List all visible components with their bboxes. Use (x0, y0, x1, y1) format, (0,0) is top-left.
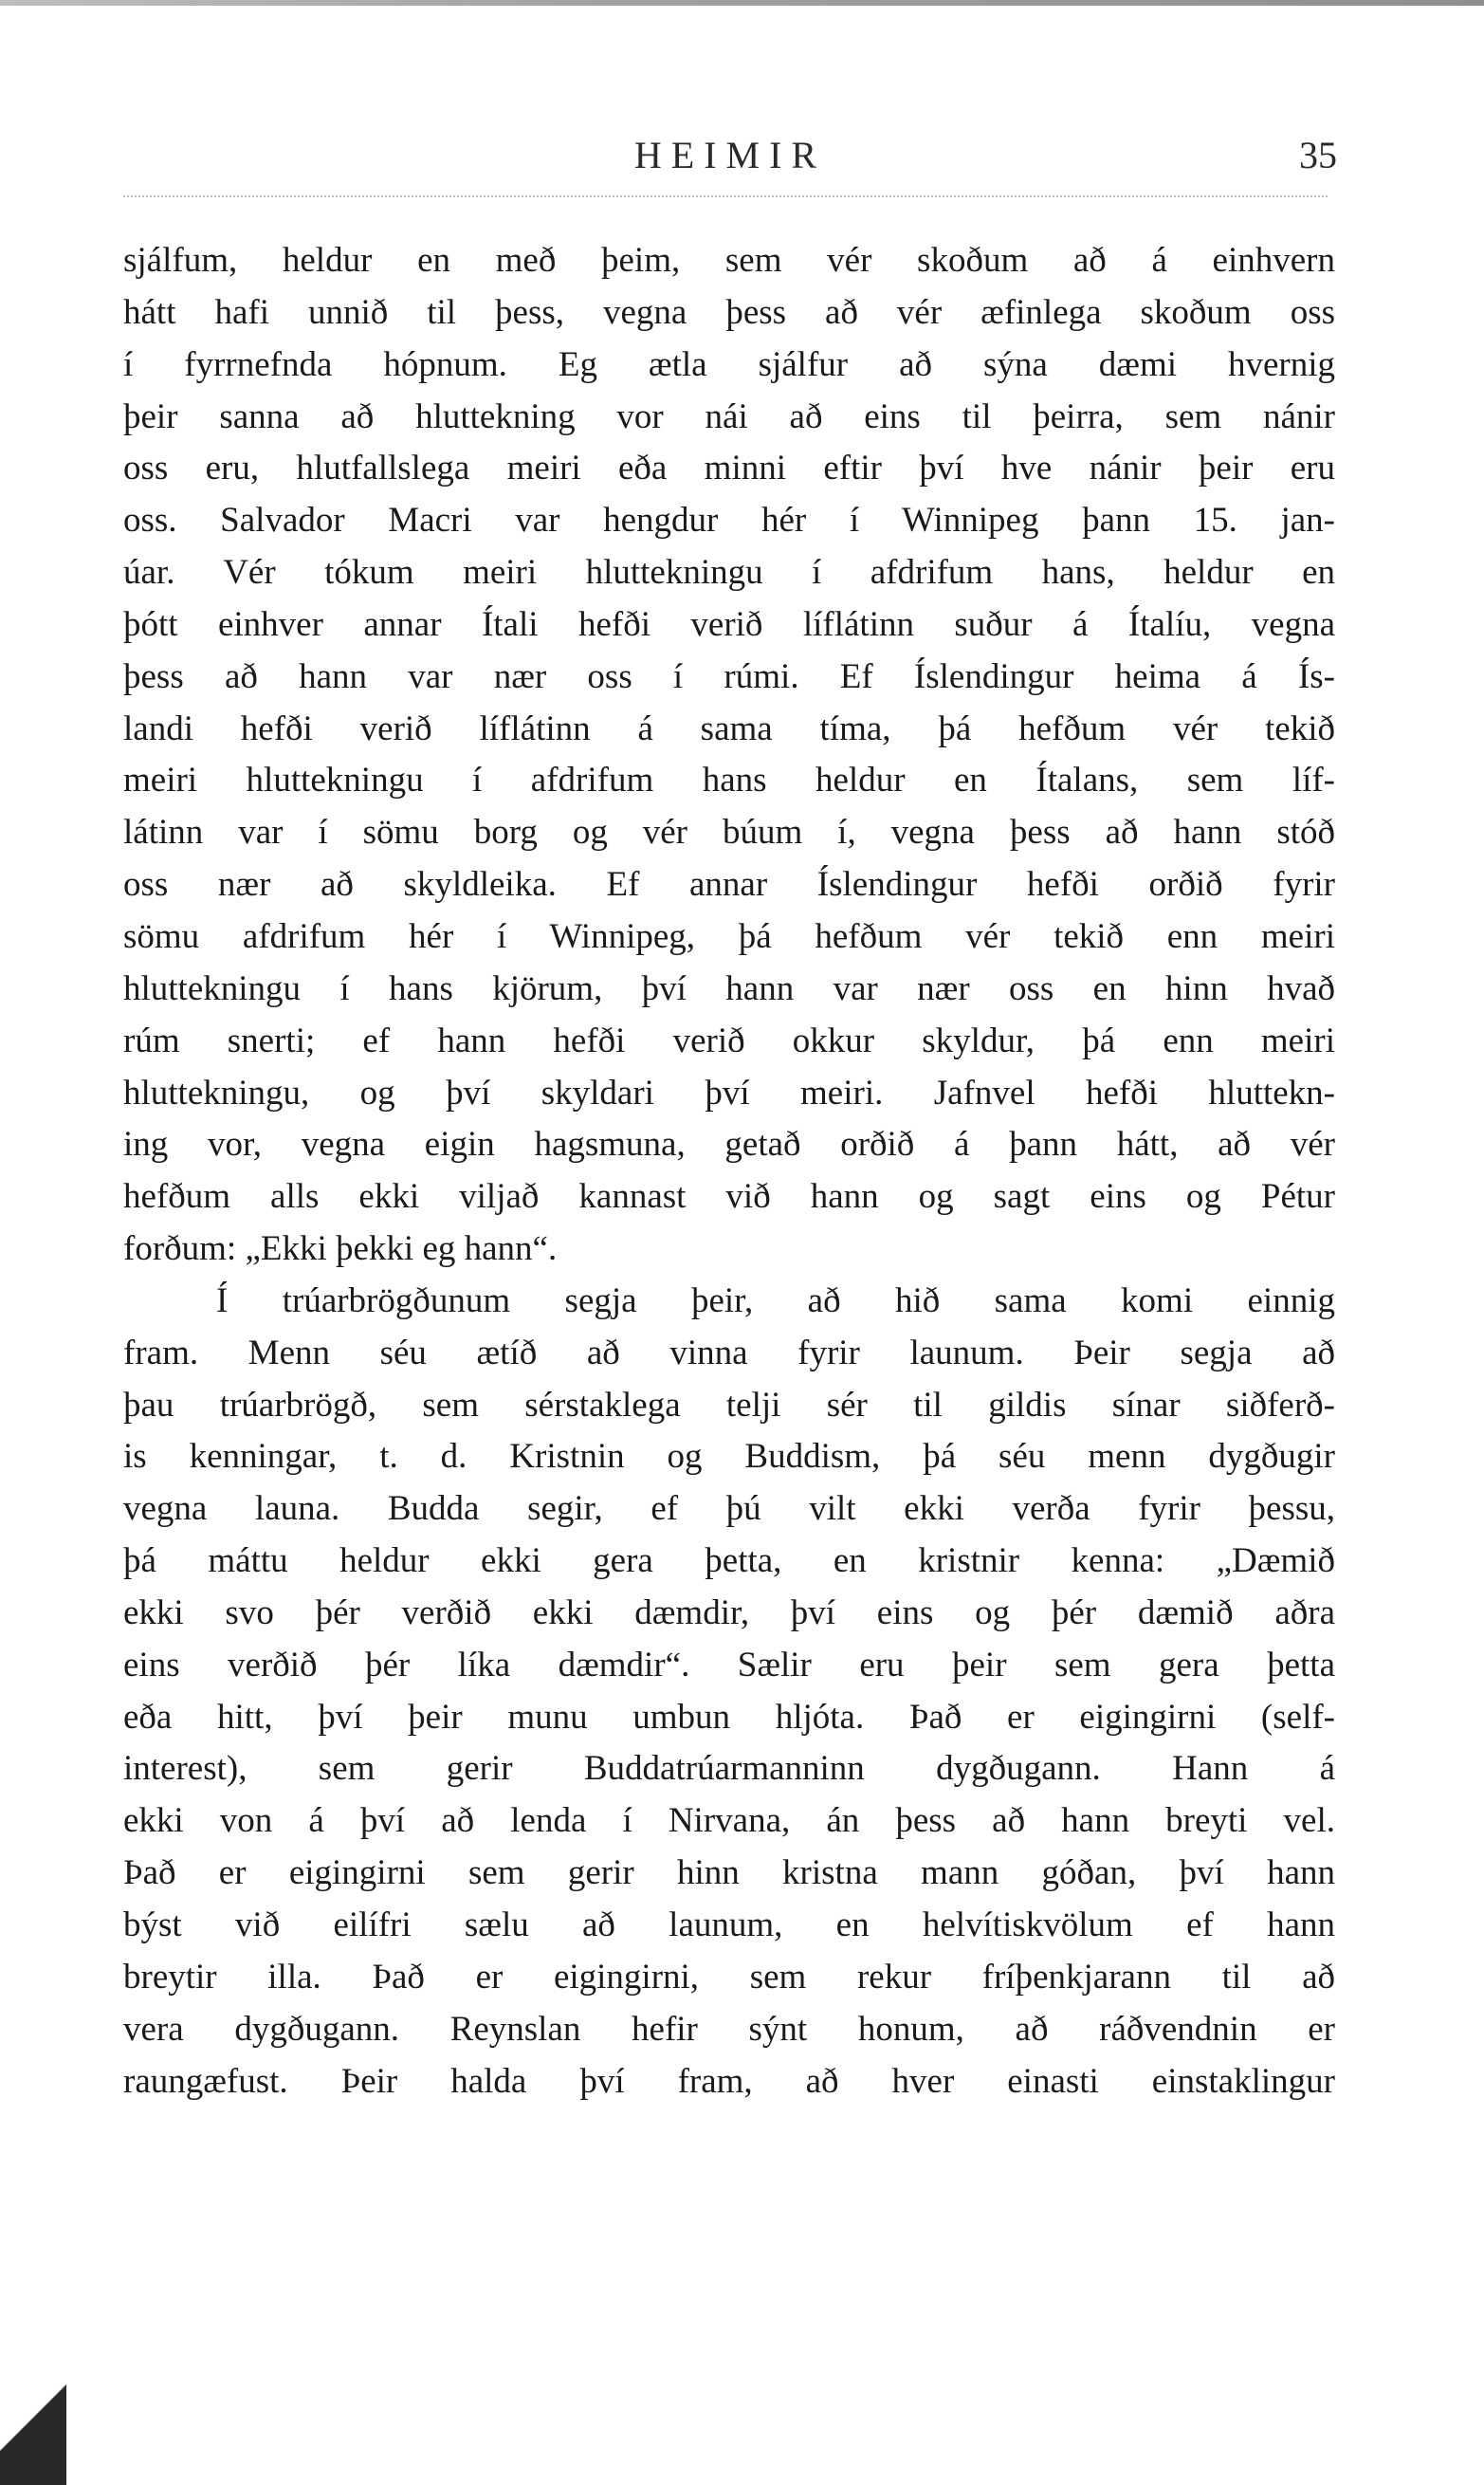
text-line: þau trúarbrögð, sem sérstaklega telji sér til gildis sínar siðferð- (123, 1385, 1335, 1425)
text-line: rúm snerti; ef hann hefði verið okkur skyldur, þá enn meiri (123, 1021, 1335, 1060)
text-line: í fyrrnefnda hópnum. Eg ætla sjálfur að sýna dæmi hvernig (123, 344, 1335, 384)
text-line: oss nær að skyldleika. Ef annar Íslendingur hefði orðið fyrir (123, 865, 1335, 905)
scan-top-edge (0, 0, 1484, 6)
text-line: vera dygðugann. Reynslan hefir sýnt honum, að ráðvendnin er (123, 2009, 1335, 2049)
text-line: meiri hluttekningu í afdrifum hans heldur en Ítalans, sem líf- (123, 761, 1335, 801)
text-line: oss eru, hlutfallslega meiri eða minni eftir því hve nánir þeir eru (123, 449, 1335, 488)
text-line: þá máttu heldur ekki gera þetta, en kristnir kenna: „Dæmið (123, 1541, 1335, 1581)
text-line: Í trúarbrögðunum segja þeir, að hið sama komi einnig (216, 1280, 1335, 1320)
text-line: hefðum alls ekki viljað kannast við hann og sagt eins og Pétur (123, 1177, 1335, 1217)
text-line: sjálfum, heldur en með þeim, sem vér skoðum að á einhvern (123, 241, 1335, 280)
text-line: hluttekningu, og því skyldari því meiri. Jafnvel hefði hluttekn- (123, 1073, 1335, 1113)
text-line: sömu afdrifum hér í Winnipeg, þá hefðum vér tekið enn meiri (123, 916, 1335, 956)
text-line: interest), sem gerir Buddatrúarmanninn dygðugann. Hann á (123, 1749, 1335, 1789)
text-line: úar. Vér tókum meiri hluttekningu í afdrifum hans, heldur en (123, 553, 1335, 593)
running-title: HEIMIR (633, 134, 827, 176)
text-line: forðum: „Ekki þekki eg hann“. (123, 1229, 558, 1269)
header-divider (123, 195, 1328, 197)
text-line: ekki svo þér verðið ekki dæmdir, því eins og þér dæmið aðra (123, 1592, 1335, 1632)
text-line: eins verðið þér líka dæmdir“. Sælir eru þeir sem gera þetta (123, 1645, 1335, 1684)
text-line: vegna launa. Budda segir, ef þú vilt ekki verða fyrir þessu, (123, 1489, 1335, 1529)
text-line: býst við eilífri sælu að launum, en helvítiskvölum ef hann (123, 1905, 1335, 1944)
body-text (123, 235, 1335, 2108)
text-line: ekki von á því að lenda í Nirvana, án þess að hann breyti vel. (123, 1801, 1335, 1841)
text-line: hluttekningu í hans kjörum, því hann var nær oss en hinn hvað (123, 968, 1335, 1008)
text-line: Það er eigingirni sem gerir hinn kristna mann góðan, því hann (123, 1853, 1335, 1893)
text-line: breytir illa. Það er eigingirni, sem rekur fríþenkjarann til að (123, 1957, 1335, 1997)
text-line: raungæfust. Þeir halda því fram, að hver einasti einstaklingur (123, 2061, 1335, 2101)
text-line: þeir sanna að hluttekning vor nái að eins til þeirra, sem nánir (123, 396, 1335, 436)
text-line: þess að hann var nær oss í rúmi. Ef Íslendingur heima á Ís- (123, 656, 1335, 696)
scan-corner-shadow (0, 2352, 66, 2485)
text-line: ing vor, vegna eigin hagsmuna, getað orðið á þann hátt, að vér (123, 1125, 1335, 1165)
text-line: þótt einhver annar Ítali hefði verið líflátinn suður á Ítalíu, vegna (123, 604, 1335, 644)
text-line: látinn var í sömu borg og vér búum í, vegna þess að hann stóð (123, 813, 1335, 853)
text-line: is kenningar, t. d. Kristnin og Buddism, þá séu menn dygðugir (123, 1437, 1335, 1477)
text-line: eða hitt, því þeir munu umbun hljóta. Það er eigingirni (self- (123, 1697, 1335, 1737)
text-line: fram. Menn séu ætíð að vinna fyrir launum. Þeir segja að (123, 1333, 1335, 1372)
text-line: oss. Salvador Macri var hengdur hér í Winnipeg þann 15. jan- (123, 501, 1335, 541)
page-number: 35 (1299, 134, 1337, 176)
text-line: landi hefði verið líflátinn á sama tíma, þá hefðum vér tekið (123, 709, 1335, 748)
text-line: hátt hafi unnið til þess, vegna þess að vér æfinlega skoðum oss (123, 292, 1335, 332)
page-header (123, 133, 1337, 190)
